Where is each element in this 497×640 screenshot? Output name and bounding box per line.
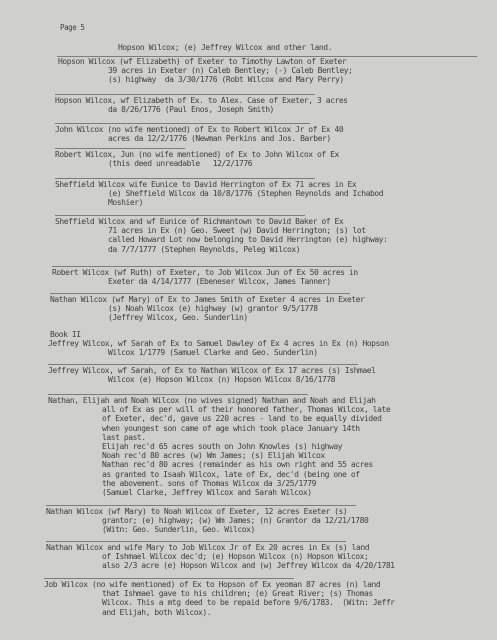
deed-line: Book II <box>50 330 81 339</box>
deed-line: (Samuel Clarke, Jeffrey Wilcox and Sarah Wilcox) <box>102 488 312 497</box>
deed-line: Robert Wilcox, Jun (no wife mentioned) of Ex to John Wilcox of Ex <box>55 150 339 159</box>
deed-line: da 7/7/1777 (Stephen Reynolds, Peleg Wilcox) <box>108 244 301 254</box>
deed-line: Nathan Wilcox (wf Mary) to Noah Wilcox of Exeter, 12 acres Exeter (s) <box>46 507 348 516</box>
entry-divider <box>52 266 352 267</box>
entry-divider <box>50 293 350 294</box>
page-number: Page 5 <box>60 23 85 32</box>
deed-line: Sheffield Wilcox wife Eunice to David Herrington of Ex 71 acres in Ex <box>55 180 357 189</box>
deed-line: Nathan, Elijah and Noah Wilcox (no wives signed) Nathan and Noah and Elijah <box>48 396 376 405</box>
deed-line: Jeffrey Wilcox, wf Sarah of Ex to Samuel Dawley of Ex 4 acres in Ex (n) Hopson <box>48 339 389 349</box>
deed-line: Noah rec'd 80 acres (w) Wm James; (s) Elijah Wilcox <box>102 451 325 461</box>
deed-line: (this deed unreadable 12/2/1776 <box>108 159 253 169</box>
deed-line: and Elijah, both Wilcox). <box>102 607 212 617</box>
deed-line: that Ishmael gave to his children; (e) Great River; (s) Thomas <box>102 589 373 599</box>
deed-line: of Exeter, dec'd, gave us 220 acres - land to be equally divided <box>102 414 382 424</box>
entry-divider <box>55 123 310 124</box>
deed-line: last past. <box>102 432 146 442</box>
deed-line: Hopson Wilcox (wf Elizabeth) of Exeter to Timothy Lawton of Exeter <box>58 57 347 66</box>
entry-divider <box>55 178 315 179</box>
deed-line: Moshier) <box>108 198 143 208</box>
deed-line: (s) highway da 3/30/1776 (Robt Wilcox and Mary Perry) <box>108 75 344 85</box>
entry-divider <box>46 505 356 506</box>
deed-line: Exeter da 4/14/1777 (Ebeneser Wilcox, James Tanner) <box>108 277 331 287</box>
deed-line: Robert Wilcox (wf Ruth) of Exeter, to Job Wilcox Jun of Ex 50 acres in <box>52 268 358 277</box>
deed-line: Wilcox (e) Hopson Wilcox (n) Hopson Wilcox 8/16/1778 <box>108 375 336 385</box>
deed-line: Job Wilcox (no wife mentioned) of Ex to Hopson of Ex yeoman 87 acres (n) land <box>44 580 381 589</box>
deed-line: Nathan rec'd 80 acres (remainder as his own right and 55 acres <box>102 460 373 470</box>
entry-divider <box>55 94 315 95</box>
deed-line: 71 acres in Ex (n) Geo. Sweet (w) David Herrington; (s) lot <box>108 226 366 236</box>
deed-line: (s) Noah Wilcox (e) highway (w) grantor 9/5/1778 <box>108 304 318 314</box>
deed-line: Wilcox 1/1779 (Samuel Clarke and Geo. Sunderlin) <box>108 348 318 358</box>
deed-line: (e) Sheffield Wilcox da 10/8/1776 (Stephen Reynolds and Ichabod <box>108 189 384 199</box>
deed-line: the abovement. sons of Thomas Wilcox da 3/25/1779 <box>102 478 316 488</box>
deed-line: called Howard Lot now belonging to David Herrington (e) highway: <box>108 235 388 245</box>
deed-line: Nathan Wilcox and wife Mary to Job Wilcox Jr of Ex 20 acres in Ex (s) land <box>46 543 370 552</box>
deed-line: John Wilcox (no wife mentioned) of Ex to Robert Wilcox Jr of Ex 40 <box>55 125 344 134</box>
entry-divider <box>48 364 358 365</box>
deed-line: also 2/3 acre (e) Hopson Wilcox and (w) Jeffrey Wilcox da 4/20/1781 <box>102 561 395 571</box>
entry-divider <box>44 578 294 579</box>
deed-line: grantor; (e) highway; (w) Wm James; (n) Grantor da 12/21/1780 <box>102 516 369 526</box>
deed-line: Hopson Wilcox; (e) Jeffrey Wilcox and other land. <box>118 43 332 52</box>
entry-divider <box>46 541 346 542</box>
deed-line: of Ishmael Wilcox dec'd; (e) Hopson Wilcox (n) Hopson Wilcox; <box>102 552 369 562</box>
deed-line: da 8/26/1776 (Paul Enos, Joseph Smith) <box>108 105 274 115</box>
deed-line: Hopson Wilcox, wf Elizabeth of Ex. to Alex. Case of Exeter, 3 acres <box>55 96 348 105</box>
deed-line: (Witn: Geo. Sunderlin, Geo. Wilcox) <box>102 525 255 535</box>
deed-line: (Jeffrey Wilcox, Geo. Sunderlin) <box>108 313 248 323</box>
deed-line: acres da 12/2/1776 (Newman Perkins and Jos. Barber) <box>108 134 331 144</box>
deed-line: Wilcox. This a mtg deed to be repaid before 9/6/1783. (Witn: Jeffr <box>102 598 395 608</box>
deed-line: as granted to Isaah Wilcox, late of Ex, dec'd (being one of <box>102 469 360 479</box>
deed-line: Jeffrey Wilcox, wf Sarah, of Ex to Nathan Wilcox of Ex 17 acres (s) Ishmael <box>48 366 376 375</box>
deed-line: Elijah rec'd 65 acres south on John Knowles (s) highway <box>102 442 343 451</box>
entry-divider <box>55 215 305 216</box>
entry-divider <box>48 394 308 395</box>
deed-line: all of Ex as per will of their honored father, Thomas Wilcox, late <box>102 405 391 415</box>
deed-line: when youngest son came of age which took place January 14th <box>102 423 360 433</box>
deed-line: Sheffield Wilcox and wf Eunice of Richmantown to David Baker of Ex <box>55 217 344 226</box>
deed-line: 39 acres in Exeter (n) Caleb Bentley; (-) Caleb Bentley; <box>108 66 353 76</box>
deed-line: Nathan Wilcox (wf Mary) of Ex to James Smith of Exeter 4 acres in Exeter <box>50 295 365 304</box>
entry-divider <box>55 148 185 149</box>
